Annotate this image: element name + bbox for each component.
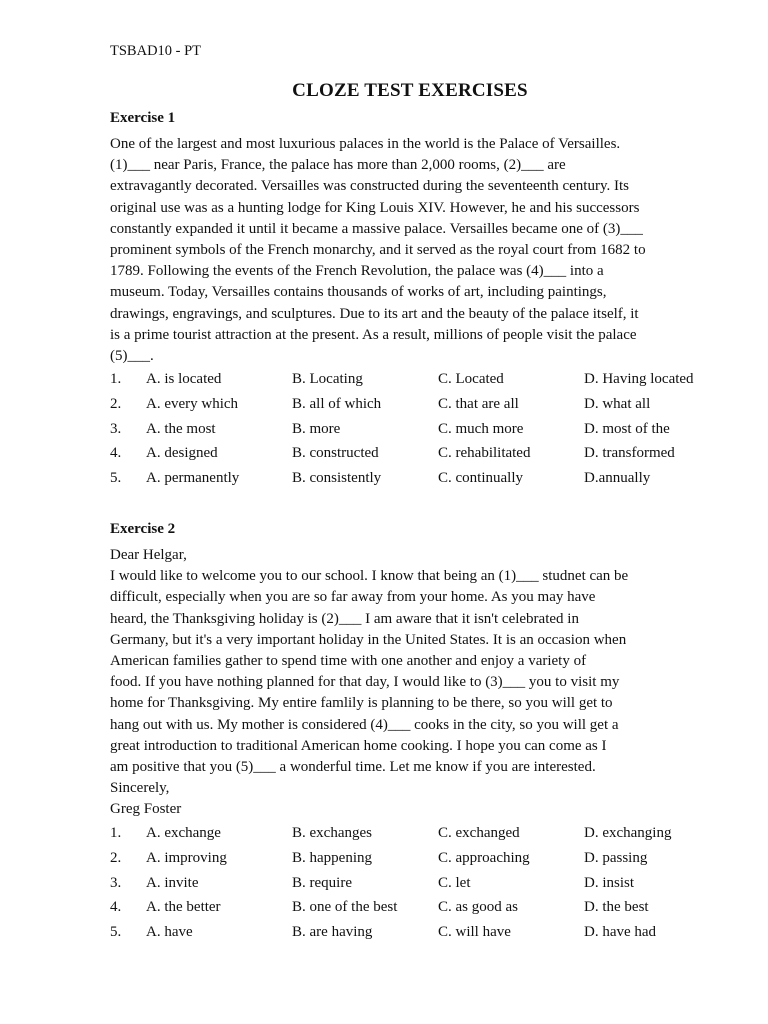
exercise-1-options: [110, 371, 710, 495]
option-b: B. happening: [292, 849, 372, 866]
option-b: B. require: [292, 874, 352, 891]
question-number: 3.: [110, 420, 122, 437]
option-c: C. approaching: [438, 849, 530, 866]
option-c: C. exchanged: [438, 825, 520, 841]
option-b: B. Locating: [292, 371, 363, 387]
option-row: [110, 924, 710, 949]
question-number: 2.: [110, 849, 122, 866]
option-d: D. have had: [584, 924, 657, 941]
option-row: [110, 850, 710, 875]
question-number: 4.: [110, 899, 122, 916]
option-a: A. invite: [146, 874, 199, 891]
question-number: 1.: [110, 825, 122, 841]
option-a: A. the better: [146, 899, 221, 916]
exercise-2-letter: Dear Helgar, I would like to welcome you to our school. I know that being an (1)___ studnet can be difficult, especially when you are so far away from your home. As you may have heard, the Thanksgiving holiday is (2)___ I am aware that it isn't celebrated in Germany, but it's a very important holiday in the United States. It is an occasion when American families gather to spend time with one another and enjoy a variety of food. If you have nothing planned for that day, I would like to (3)___ you to visit my home for Thanksgiving. My entire famlily is planning to be there, so you will get to hang out with us. My mother is considered (4)___ cooks in the city, so you will get a great introduction to traditional American home cooking. I hope you can come as I am positive that you (5)___ a wonderful time. Let me know if you are interested. Sincerely, Greg Foster: [110, 547, 629, 818]
option-c: C. that are all: [438, 395, 519, 412]
option-c: C. as good as: [438, 899, 518, 916]
page-title: CLOZE TEST EXERCISES: [292, 80, 528, 101]
option-b: B. exchanges: [292, 825, 372, 841]
question-number: 2.: [110, 395, 122, 412]
question-number: 3.: [110, 874, 122, 891]
option-row: [110, 875, 710, 900]
option-b: B. consistently: [292, 470, 382, 487]
option-a: A. have: [146, 924, 193, 941]
option-d: D. what all: [584, 395, 651, 412]
option-d: D. exchanging: [584, 825, 672, 841]
question-number: 4.: [110, 445, 122, 462]
option-a: A. permanently: [146, 470, 240, 487]
option-a: A. the most: [146, 420, 216, 437]
option-row: [110, 445, 710, 470]
option-row: [110, 825, 710, 850]
document-code: TSBAD10 - PT: [110, 43, 202, 59]
option-c: C. will have: [438, 924, 511, 941]
option-c: C. let: [438, 874, 471, 891]
exercise-1-heading: Exercise 1: [110, 110, 176, 126]
option-row: [110, 899, 710, 924]
option-d: D. the best: [584, 899, 649, 916]
exercise-2-options: [110, 825, 710, 949]
option-d: D. passing: [584, 849, 648, 866]
option-b: B. are having: [292, 924, 373, 941]
option-row: [110, 396, 710, 421]
option-row: [110, 421, 710, 446]
option-b: B. more: [292, 420, 341, 437]
question-number: 5.: [110, 470, 122, 487]
option-a: A. every which: [146, 395, 239, 412]
question-number: 1.: [110, 371, 122, 387]
option-c: C. rehabilitated: [438, 445, 531, 462]
option-a: A. exchange: [146, 825, 221, 841]
option-d: D. transformed: [584, 445, 675, 462]
option-d: D. most of the: [584, 420, 670, 437]
exercise-1-passage: One of the largest and most luxurious palaces in the world is the Palace of Versailles. (1)___ near Paris, France, the palace has more than 2,000 rooms, (2)___ are extravagantly decorated. Versailles was constructed during the seventeenth century. Its original use was as a hunting lodge for King Louis XIV. However, he and his successors constantly expanded it until it became a massive palace. Versailles became one of (3)___ prominent symbols of the French monarchy, and it served as the royal court from 1682 to 1789. Following the events of the French Revolution, the palace was (4)___ into a museum. Today, Versailles contains thousands of works of art, including paintings, drawings, engravings, and sculptures. Due to its art and the beauty of the palace itself, it is a prime tourist attraction at the present. As a result, millions of people visit the palace (5)___.: [110, 136, 646, 365]
option-row: [110, 371, 710, 396]
option-b: B. all of which: [292, 395, 382, 412]
option-d: D.annually: [584, 470, 651, 487]
option-b: B. one of the best: [292, 899, 398, 916]
question-number: 5.: [110, 924, 122, 941]
option-c: C. continually: [438, 470, 523, 487]
option-d: D. Having located: [584, 371, 694, 387]
option-a: A. designed: [146, 445, 218, 462]
option-row: [110, 470, 710, 495]
option-a: A. improving: [146, 849, 227, 866]
option-c: C. much more: [438, 420, 524, 437]
option-c: C. Located: [438, 371, 504, 387]
option-b: B. constructed: [292, 445, 379, 462]
exercise-2-heading: Exercise 2: [110, 521, 176, 537]
option-a: A. is located: [146, 371, 222, 387]
option-d: D. insist: [584, 874, 635, 891]
